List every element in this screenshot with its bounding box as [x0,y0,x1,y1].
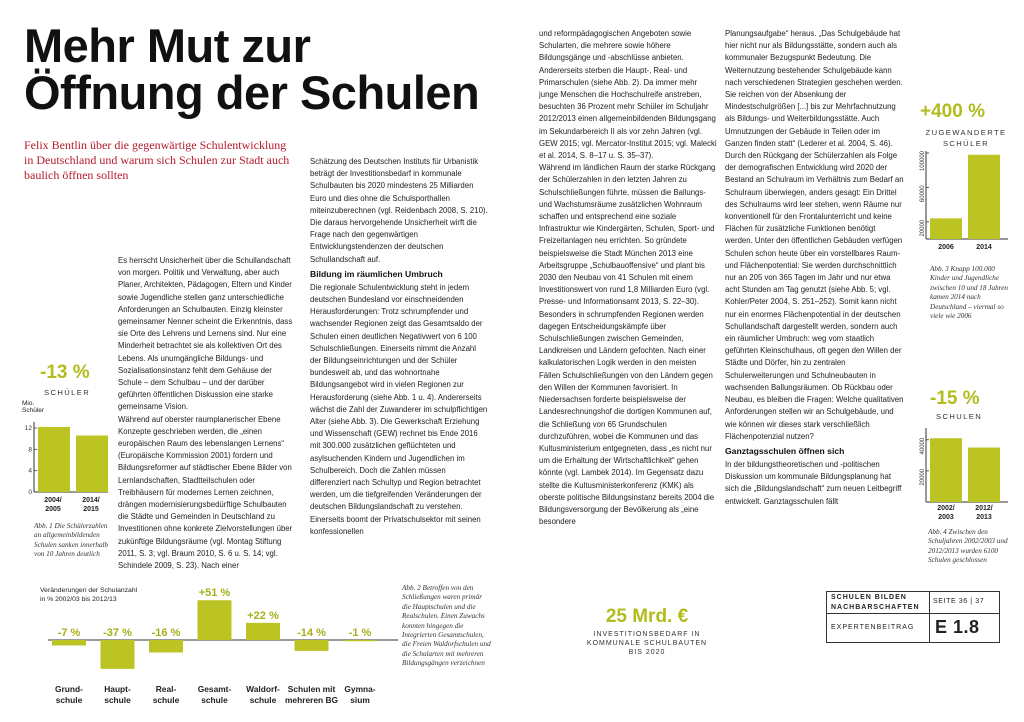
bar [38,427,70,492]
bar [295,640,329,651]
stat-label: INVESTITIONSBEDARF IN KOMMUNALE SCHULBAUTEN BIS 2020 [586,631,708,656]
bar [246,623,280,640]
subtitle: Felix Bentlin über die gegenwärtige Schulentwicklung in Deutschland und warum sich Schulen zur Stadt auch baulich öffnen sollten [24,138,290,182]
category-label: schule [152,695,180,705]
column-1 [118,255,294,572]
figure-3 [912,101,1016,323]
figure-2 [22,582,402,717]
fig2-title: Veränderungen der Schulanzahl in % 2002/03 bis 2012/13 [40,587,138,603]
category-label: schule [249,695,277,705]
fig1-category: 2014/ 2015 [82,497,100,513]
category-label: Gymna- [344,684,376,694]
fig2-caption: Abb. 2 Betroffen von den Schließungen waren primär die Hauptschulen und die Realschulen. Einen Zuwachs konnten hingegen die Integrierten Gesamtschulen, die Freien Waldorfschulen und die Schularten mit mehreren Bildungsgängen verzeichnen [402,584,491,668]
category-label: Gesamt- [197,684,232,694]
fig2-chart [22,582,402,717]
fig3-category: 2014 [976,244,992,251]
fig4-category: 2002/ 2003 [937,505,955,521]
category-label: Grund- [55,684,83,694]
fig1-chart [22,416,112,508]
tick-label: 20000 [920,219,926,237]
stat-value: 25 Mrd. € [605,606,689,627]
bar-value-label: -37 % [103,627,132,639]
paragraph: und reformpädagogischen Angeboten sowie Schularten, die mehrere sowie höhere Bildungsgänge und -abschlüsse anbieten. Andererseits sterben die Haupt-, Real- und Primarschulen (siehe Abb. 2). Da immer mehr junge Menschen die Hochschulreife anstreben, besuchten 36 Prozent mehr Schüler im Schuljahr 2012/2013 einen allgemeinbildenden Bildungsgang im Sekundarbereich II als vor zehn Jahren (vgl. GEW 2015; vgl. Mercator-Institut 2015; vgl. Malecki et al. 2014, S. 8–17 u. S. 35–37). [539,29,717,161]
tick-label: 20000 [920,468,926,486]
paragraph: In der bildungstheoretischen und -politischen Diskussion um kommunale Bildungsplanung hat sich die „Bildungslandschaft“ zum neuen Leitbegriff entwickelt. Ganztagsschulen fällt [725,459,902,506]
bar-value-label: -7 % [57,627,81,639]
fig3-category: 2006 [938,244,954,251]
bar [968,448,1000,502]
fig3-chart [912,149,1016,245]
category-label: Schulen mit [287,684,336,694]
bar [76,435,108,492]
paragraph: Die regionale Schulentwicklung steht in jedem deutschen Bundesland vor einschneidenden Herausforderungen: Trotz schrumpfender und wachsender Regionen zeigt das Gesamtsaldo der Schulen einen deutlichen Negativwert von 6 100 Schulschließungen. Einerseits nimmt die Anzahl der Bildungseinrichtungen und der Schüler bundesweit ab, und das wohnortnahe Bildungsangebot wird in vielen Regionen zur Herausforderung (siehe Abb. 1 u. 4). Andererseits wächst die Zahl der Zuwanderer im schulpflichtigen Alter (siehe Abb. 3). Die Gewerkschaft Erziehung und Wissenschaft (GEW) rechnet bis Ende 2016 mit 300.000 zusätzlichen geflüchteten und asylsuchenden Kindern und Jugendlichen im Schulbereich. Doch die Zahlen müssen differenziert nach Schultyp und Region betrachtet werden, um die tiefgreifenden Veränderungen der deutschen Bildungslandschaft zu verstehen. Einerseits boomt der Privatschulsektor mit seinen konfessionellen [310,282,488,536]
bar-value-label: -1 % [348,627,372,639]
fig1-unit: Mio. Schüler [22,400,45,414]
fig3-percentage: +400 % [920,101,985,122]
fig1-percentage: -13 % [40,362,90,383]
column-3 [539,28,717,528]
fig3-label: ZUGEWANDERTE SCHÜLER [925,128,1007,148]
tick-label: 8 [28,446,32,454]
category-label: schule [104,695,131,705]
column-2 [310,156,488,538]
footer-section: SCHULEN BILDEN NACHBARSCHAFTEN [831,594,920,611]
paragraph: Durch den Rückgang der Schülerzahlen als Folge der demografischen Entwicklung wird 2020 der Bestand an Schulraum im Verhältnis zum Bedarf an Schulraum überwiegen, anders gesagt: Ein Drittel des Schulraums wird leer stehen, wenn Räume nur konventionell für den Frontalunterricht und keine Flächen für zusätzliche Funktionen benötigt werden. Unter den öffentlichen Gebäuden verfügen Schulen schon heute über ein vorstellbares Raum- und Flächenpotential: Sie werden durchschnittlich nur an 205 von 365 Tagen im Jahr und nur etwa acht Stunden am Tag genutzt (siehe Abb. 5; vgl. Kohler/Peter 2004, S. 251–252). Somit kann nicht nur ein enormes Flächenpotential in der deutschen Schullandschaft dargestellt werden, sondern auch ein räumlicher Umbruch: weg vom staatlich geführten Kleinschulhaus, oft gegen den Willen der Städte und Dörfer, hin zu zentralen Schulerweiterungen und Schulneubauten in wachsenden Ballungsräumen. Ob Rückbau oder Neubau, es bleiben die Fragen: Welche qualitativen Anforderungen stellen wir an Schulgebäude, und wie können wir dieses stark verschließlich Flächenpotenzial nutzen? [725,151,904,441]
category-label: Haupt- [104,684,131,694]
paragraph: Schätzung des Deutschen Instituts für Urbanistik beträgt der Investitionsbedarf in kommunale Schulbauten bis 2020 mindestens 25 Milliarden Euro und dies ohne die Schulsporthallen miteinzuberechnen (vgl. Reidenbach 2008, S. 210). Die daraus hervorgehende Unsicherheit wirft die Frage nach den gegenwärtigen Entwicklungstendenzen der deutschen Schullandschaft auf. [310,157,488,264]
fig4-category: 2012/ 2013 [975,505,993,521]
section-heading: Ganztagsschulen öffnen sich [725,445,845,456]
paragraph: Planungsaufgabe“ heraus. „Das Schulgebäude hat hier nicht nur als Bildungsstätte, sondern auch als kommunaler Bezugspunkt Bedeutung. Die Weiternutzung bestehender Schulgebäude kann nach verschiedenen Strategien geschehen werden. Sie reichen von der Absenkung der Mindestschulgrößen [...] bis zur Mehrfachnutzung als Bildungs- und Weiterbildungsstätte. Auch Umnutzungen der Gebäude in Teilen oder im Ganzen finden statt“ (Lederer et al. 2004, S. 46). [725,29,903,148]
stat-block [582,606,712,657]
paragraph: Es herrscht Unsicherheit über die Schullandschaft von morgen. Politik und Verwaltung, aber auch Planer, Architekten, Pädagogen, Eltern und Kinder sowie Jugendliche stellen ganz unterschiedliche Anforderungen an Schulbauten. Einzig kleinster gemeinsamer Nenner scheint die Erkenntnis, dass sie Orte des Lehrens und Lernens sind. Nur eine Minderheit betrachtet sie als kollektiven Ort des Lebens. Als unumgängliche Bildungs- und Sozialisationsinstanz fehlt dem Gehäuse der Schule – dem Schulbau – und der darüber geführten öffentlichen Diskussion eine starke gemeinsame Vision. [118,256,293,412]
category-label: schule [55,695,83,705]
footer-page: SEITE 36 | 37 [933,598,985,605]
fig4-caption: Abb. 4 Zwischen den Schuljahren 2002/2003 und 2012/2013 wurden 6100 Schulen geschlossen [928,528,1008,565]
bar [101,640,135,669]
tick-label: 12 [24,425,32,432]
bar [198,600,232,640]
fig1-label: SCHÜLER [44,388,91,397]
footer-divider [929,592,930,642]
page-title [24,19,524,119]
figure-1 [22,362,112,572]
paragraph: Während im ländlichen Raum der starke Rückgang der Schülerzahlen in den letzten Jahren zu Schulschließungen führte, müssen die Ballungs- und Wachstumsräume zusätzlichen Wohnraum schaffen und entsprechend eine soziale Infrastruktur wie Kindergärten, Schulen, Sport- und Freizeitanlagen neu errichten. So gründete beispielsweise die Stadt München 2013 eine Arbeitsgruppe „Schulbauoffensive“ und plant bis 2030 den Neubau von 41 Schulen mit einem Investitionswert von rund 1,8 Milliarden Euro (vgl. Presse- und Informationsamt 2013, S. 22–30). Besonders in schrumpfenden Regionen werden dagegen Entscheidungskämpfe über Schulschließungen zwischen Gemeinden, Landkreisen und Ländern gefochten. Nach einer kalkulatorischen Logik werden in den meisten Fällen Schulschließungen von den Ländern gegen den Willen der Kommunen favorisiert. In Niedersachsen forderte beispielsweise der Landesrechnungshof die dortigen Kommunen auf, die Schließung von 65 Grundschulen durchzuführen, wobei die Kommunen und das Kultusministerium entgegneten, dass „es nicht nur um die Erhaltung der Wirtschaftlichkeit“ gehen könnte (vgl. Lambek 2014). Im Gegensatz dazu stellte die Kultusministerkonferenz (KMK) als oberste politische Bildungsinstanz bereits 2004 die Bildungsversorgung der Bevölkerung als „eine besondere [539,163,716,527]
category-label: mehreren BG [284,695,339,705]
bar [968,155,1000,239]
fig4-chart [912,426,1016,508]
fig4-percentage: -15 % [930,388,980,409]
tick-label: 40000 [920,437,926,455]
footer-divider [827,613,999,614]
bar [149,640,183,652]
category-label: schule [201,695,228,705]
section-heading: Bildung im räumlichen Umbruch [310,268,443,279]
bar [343,640,377,641]
footer-box [826,591,1000,643]
bar-value-label: -14 % [297,627,326,639]
footer-kind: EXPERTENBEITRAG [831,624,915,631]
bar-value-label: +22 % [247,609,279,622]
bar-value-label: +51 % [198,587,231,600]
title-line-2: Öffnung der Schulen [24,66,480,119]
tick-label: 100000 [920,151,926,172]
fig3-caption: Abb. 3 Knapp 100.000 Kinder und Jugendliche zwischen 10 und 18 Jahren kamen 2014 nach Deutschland – viermal so viele wie 2006 [930,265,1008,321]
bar [930,438,962,502]
fig1-category: 2004/ 2005 [44,497,62,513]
bar [930,218,962,239]
footer-code: E 1.8 [935,617,980,637]
fig1-caption: Abb. 1 Die Schülerzahlen an allgemeinbildenden Schulen sanken innerhalb von 10 Jahren deutlich [34,522,109,559]
tick-label: 60000 [920,185,926,203]
column-4 [725,28,905,508]
paragraph: Während auf oberster raumplanerischer Ebene Konzepte geschrieben werden, die „einen europäischen Raum des lebenslangen Lernens“ (Europäische Kommission 2001) fordern und Bildungsreformer auf städtischer Ebene Bilder von Lernlandschaften, Stadtteilschulen oder Treibhäusern für modernes Lernen zeichnen, drängen modernisierungsbedürftige Schulbauten die Städte und Gemeinden in Deutschland zu Investitionen ohne konkrete Zielvorstellungen über zukünftige Bildungsräume (vgl. Montag Stiftung 2011, S. 3; vgl. Braum 2010, S. 6 u. S. 14; vgl. Schindele 2009, S. 23). Nach einer [118,414,293,571]
bar-value-label: -16 % [151,627,181,639]
bar [52,640,86,645]
tick-label: 0 [28,489,32,496]
figure-4 [912,388,1016,588]
category-label: sium [350,695,370,705]
title-line-1: Mehr Mut zur [24,19,311,72]
category-label: Real- [155,684,177,694]
fig4-label: SCHULEN [936,412,983,421]
category-label: Waldorf- [246,684,280,694]
tick-label: 4 [28,467,32,475]
